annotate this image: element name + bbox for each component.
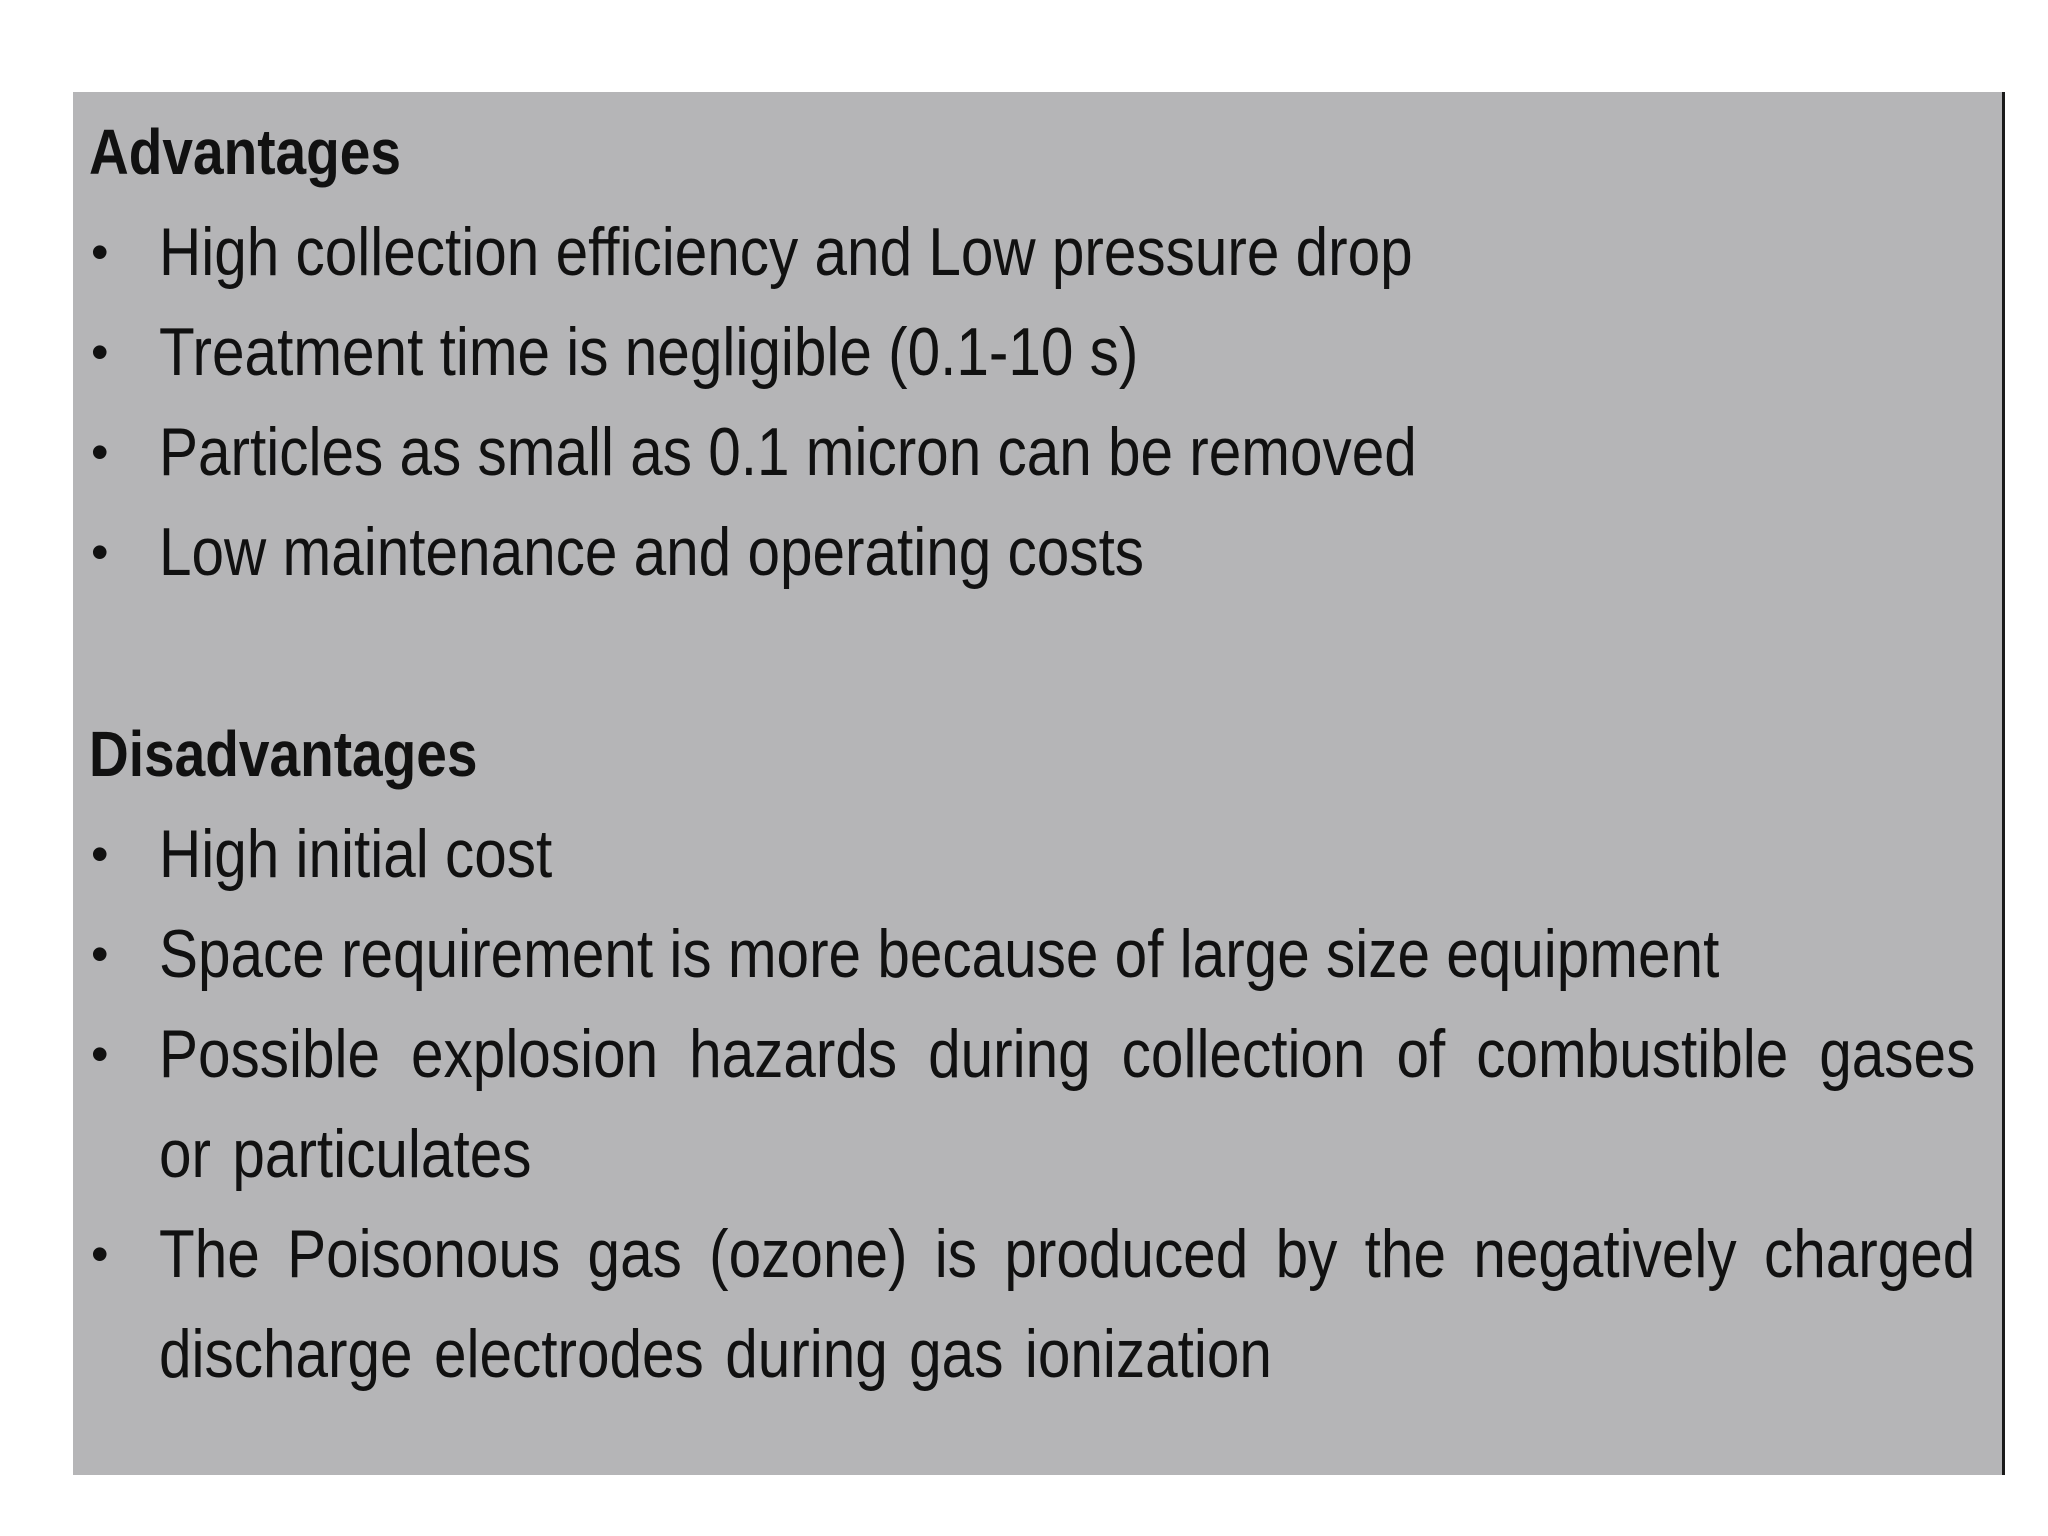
list-item-text: Space requirement is more because of large size equipment [159,916,1720,992]
list-item [89,904,1975,1004]
disadvantages-list [89,804,1975,1404]
slide-content [89,102,1975,1404]
bullet-icon: • [91,1226,109,1282]
list-item [89,202,1975,302]
list-item-text: The Poisonous gas (ozone) is produced by the negatively charged discharge electrodes during gas ionization [159,1216,1976,1392]
list-item-text: Treatment time is negligible (0.1-10 s) [159,314,1139,390]
list-item-text: Possible explosion hazards during collection of combustible gases or particulates [159,1016,1976,1192]
list-item [89,1004,1975,1204]
list-item-text: Low maintenance and operating costs [159,514,1145,590]
list-item [89,1204,1975,1404]
bullet-icon: • [91,324,109,380]
list-item [89,804,1975,904]
bullet-icon: • [91,424,109,480]
bullet-icon: • [91,926,109,982]
bullet-icon: • [91,826,109,882]
list-item-text: Particles as small as 0.1 micron can be removed [159,414,1417,490]
list-item [89,302,1975,402]
advantages-heading: Advantages [89,116,401,188]
section-spacer [89,602,1975,704]
list-item [89,402,1975,502]
list-item-text: High collection efficiency and Low pressure drop [159,214,1413,290]
slide-panel [73,92,2005,1475]
advantages-list [89,202,1975,602]
bullet-icon: • [91,224,109,280]
bullet-icon: • [91,524,109,580]
bullet-icon: • [91,1026,109,1082]
list-item [89,502,1975,602]
list-item-text: High initial cost [159,816,553,892]
disadvantages-heading: Disadvantages [89,718,478,790]
